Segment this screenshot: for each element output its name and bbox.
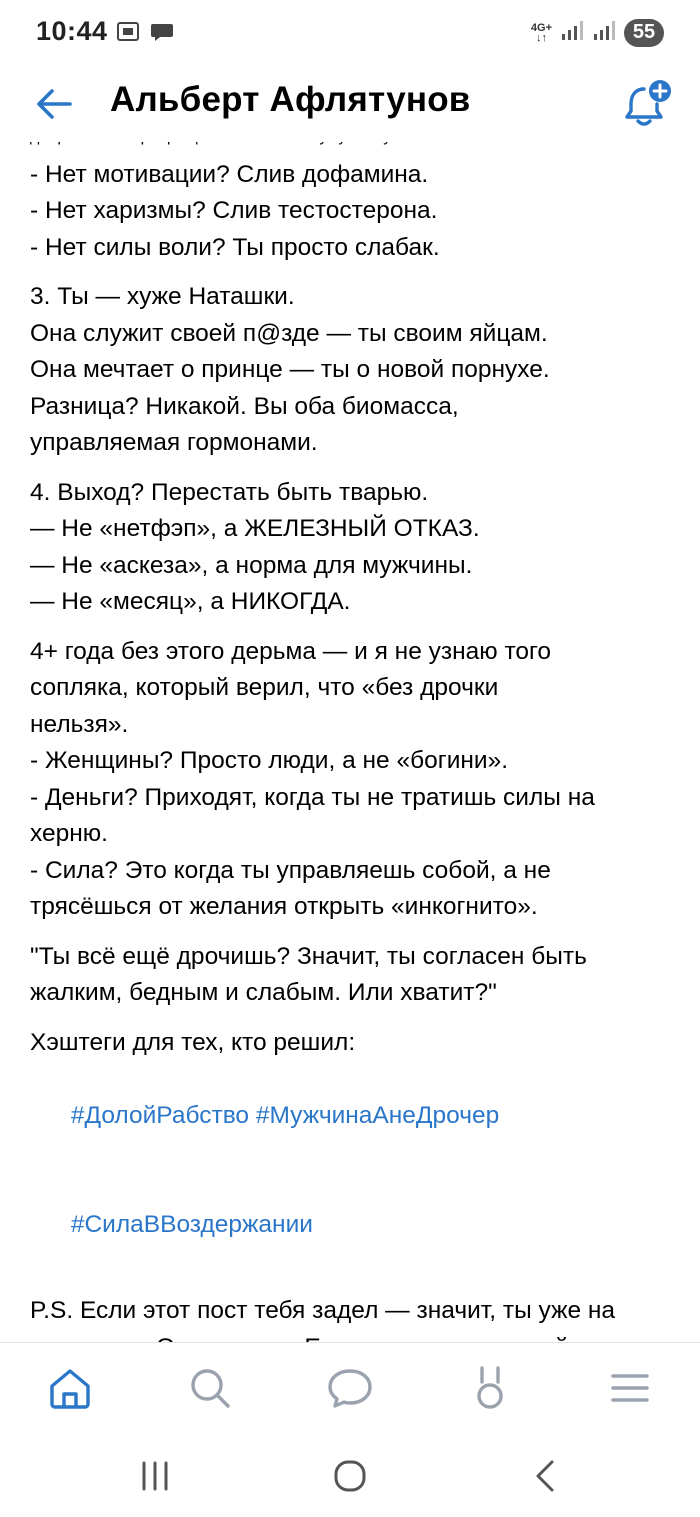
paragraph-1: - Нет мотивации? Слив дофамина. - Нет харизмы? Слив тестостерона. - Нет силы воли? Ты просто слабак. <box>30 160 440 261</box>
subscribe-notifications-button[interactable] <box>622 78 674 130</box>
hashtags-intro: Хэштеги для тех, кто решил: <box>30 1028 356 1056</box>
post-content[interactable] <box>30 120 680 1342</box>
status-time: 10:44 <box>36 16 108 46</box>
arrow-left-icon <box>34 87 74 121</box>
clips-icon <box>470 1364 510 1412</box>
hashtag-link[interactable]: #СилаВВоздержании <box>70 1211 313 1238</box>
nav-menu[interactable] <box>600 1361 660 1415</box>
page-title: Альберт Афлятунов <box>110 80 471 119</box>
app-header <box>0 66 700 142</box>
paragraph-5: "Ты всё ещё дрочишь? Значит, ты согласен быть жалким, бедным и слабым. Или хватит?" <box>30 942 587 1006</box>
status-right <box>531 18 664 47</box>
screenshot-icon <box>116 20 142 49</box>
paragraph-2: 3. Ты — хуже Наташки. Она служит своей п@зде — ты своим яйцам. Она мечтает о принце — ты о новой порнухе. Разница? Никакой. Вы оба биомасса, управляемая гормонами. <box>30 283 550 456</box>
back-chevron-icon <box>532 1459 558 1493</box>
nav-clips[interactable] <box>460 1361 520 1415</box>
recent-apps-icon <box>140 1460 170 1492</box>
signal-icon <box>560 18 584 47</box>
system-back-button[interactable] <box>515 1454 575 1498</box>
home-icon <box>47 1366 93 1410</box>
back-button[interactable] <box>30 82 78 126</box>
hashtag-link[interactable]: #ДолойРабство <box>70 1101 250 1129</box>
bottom-navigation <box>0 1342 700 1432</box>
home-circle-icon <box>333 1459 367 1493</box>
paragraph-4: 4+ года без этого дерьма — и я не узнаю того сопляка, который верил, что «без дрочки нельзя». - Женщины? Просто люди, а не «богини». - Деньги? Приходят, когда ты не тратишь силы на херню. - Сила? Это когда ты управляешь собой, а не трясёшься от желания открыть «инкогнито». <box>30 637 595 920</box>
network-type: 4G+ ↓↑ <box>530 21 552 44</box>
recent-apps-button[interactable] <box>125 1454 185 1498</box>
postscript: P.S. Если этот пост тебя задел — значит, ты уже на <box>30 1297 616 1324</box>
nav-search[interactable] <box>180 1361 240 1415</box>
menu-icon <box>610 1370 650 1406</box>
chat-bubble-icon <box>150 21 174 48</box>
battery-icon: 55 <box>624 19 664 47</box>
nav-messages[interactable] <box>320 1361 380 1415</box>
search-icon <box>188 1366 232 1410</box>
system-home-button[interactable] <box>320 1454 380 1498</box>
bell-plus-icon <box>622 78 674 130</box>
paragraph-3: 4. Выход? Перестать быть тварью. — Не «нетфэп», а ЖЕЛЕЗНЫЙ ОТКАЗ. — Не «аскеза», а норма для мужчины. — Не «месяц», а НИКОГДА. <box>30 478 480 615</box>
hashtag-link[interactable]: #МужчинаАнеДрочер <box>255 1101 500 1129</box>
status-bar <box>0 0 700 66</box>
messages-icon <box>326 1366 374 1410</box>
nav-home[interactable] <box>40 1361 100 1415</box>
status-left-icons <box>116 20 174 49</box>
system-navigation <box>0 1432 700 1517</box>
hashtags-block <box>30 1025 680 1281</box>
signal-icon <box>592 18 616 47</box>
